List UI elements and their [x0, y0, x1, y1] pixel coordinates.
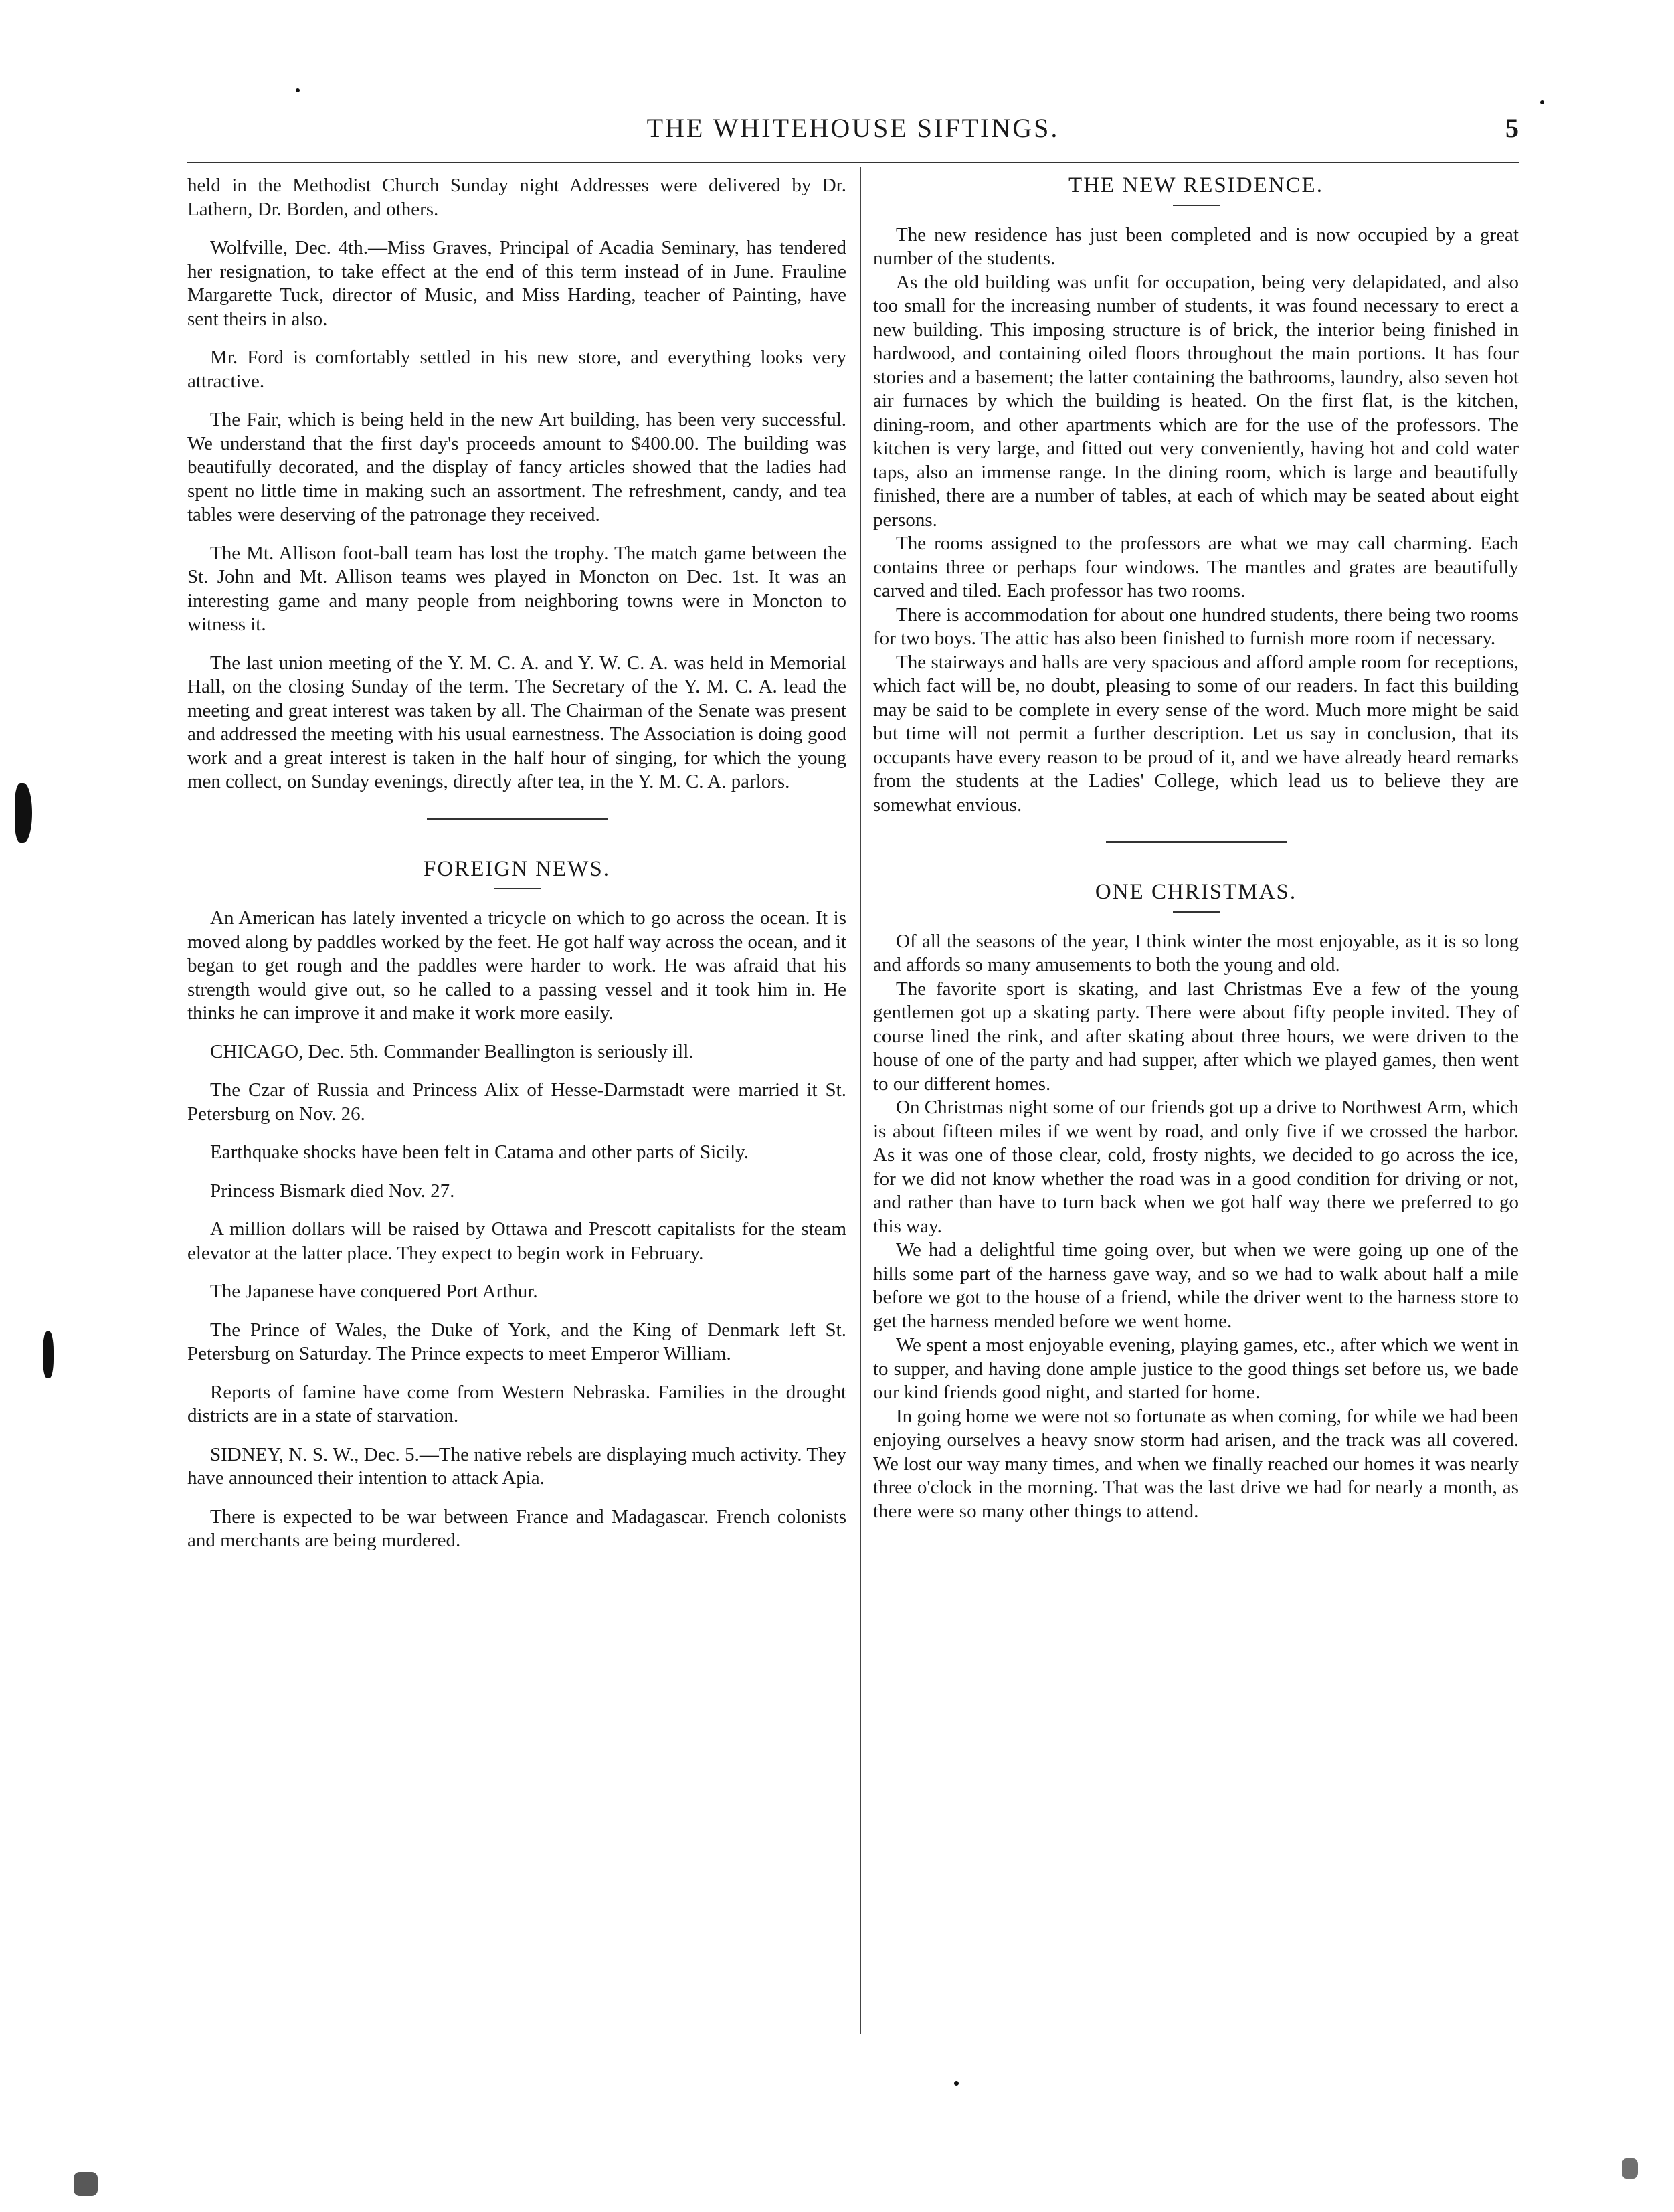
news-item: An American has lately invented a tricycle on which to go across the ocean. It is moved along by paddles worked by the feet. He got half way across the ocean, and it began to get rough and the paddles were harder to work. He was afraid that his strength would give out, so he called to a passing vessel and it took him in. He thinks he can improve it and make it work more easily.: [187, 907, 846, 1024]
article-paragraph: Wolfville, Dec. 4th.—Miss Graves, Principal of Acadia Seminary, has tendered her resignation, to take effect at the end of this term instead of in June. Frauline Margarette Tuck, director of Music, and Miss Harding, teacher of Painting, have sent theirs in also.: [187, 237, 846, 330]
article-paragraph: We had a delightful time going over, but when we were going up one of the hills some part of the harness gave way, and so we had to walk about half a mile before we got to the house of a friend, while the driver went to the harness store to get the harness mended before we went home.: [873, 1239, 1519, 1332]
news-item: The Japanese have conquered Port Arthur.: [210, 1281, 538, 1302]
column-divider: [860, 167, 861, 2034]
newspaper-title: THE WHITEHOUSE SIFTINGS.: [646, 113, 1060, 143]
news-item: The Czar of Russia and Princess Alix of Hesse-Darmstadt were married it St. Petersburg on Nov. 26.: [187, 1079, 846, 1125]
news-item: Earthquake shocks have been felt in Catama and other parts of Sicily.: [210, 1141, 749, 1163]
article-paragraph: The favorite sport is skating, and last Christmas Eve a few of the young gentlemen got up a skating party. There were about fifty people invited. They of course lined the rink, and after skating about three hours, we were driven to the house of one of the party and had supper, after which we played games, then went to our different homes.: [873, 978, 1519, 1095]
article-paragraph: The new residence has just been completed and is now occupied by a great number of the students.: [873, 223, 1519, 269]
heading-rule: [1173, 205, 1220, 206]
news-item: SIDNEY, N. S. W., Dec. 5.—The native rebels are displaying much activity. They have announced their intention to attack Apia.: [187, 1443, 846, 1489]
new-residence-heading: THE NEW RESIDENCE.: [1068, 173, 1323, 197]
news-item: There is expected to be war between France and Madagascar. French colonists and merchants are being murdered.: [187, 1505, 846, 1551]
scan-speck: [296, 88, 300, 92]
one-christmas-heading: ONE CHRISTMAS.: [1095, 880, 1297, 904]
article-paragraph: In going home we were not so fortunate as when coming, for while we had been enjoying ourselves a heavy snow storm had arisen, and the track was all covered. We lost our way many times, and when we finally reached our homes it was nearly three o'clock in the morning. That was the last drive we had for nearly a month, as there were so many other things to attend.: [873, 1405, 1519, 1522]
article-paragraph: As the old building was unfit for occupation, being very delapidated, and also too small for the increasing number of students, it was found necessary to erect a new building. This imposing structure is of brick, the interior being finished in hardwood, and containing oiled floors throughout the main portions. It has four stories and a basement; the latter containing the bathrooms, laundry, also seven hot air furnaces by which the building is heated. On the first flat, is the kitchen, dining-room, and other apartments which are for the use of the professors. The kitchen is very large, and fitted out very conveniently, having hot and cold water taps, also an immense range. In the dining room, which is large and beautifully finished, there are a number of tables, at each of which may be seated about eight persons.: [873, 271, 1519, 531]
section-rule: [1106, 841, 1287, 843]
article-paragraph: The Fair, which is being held in the new Art building, has been very successful. We understand that the first day's proceeds amount to $400.00. The building was beautifully decorated, and the display of fancy articles showed that the ladies had spent no little time in making such an assortment. The refreshment, candy, and tea tables were deserving of the patronage they received.: [187, 409, 846, 525]
article-paragraph: The last union meeting of the Y. M. C. A. and Y. W. C. A. was held in Memorial Hall, on the closing Sunday of the term. The Secretary of the Y. M. C. A. lead the meeting and great interest was taken by all. The Chairman of the Senate was present and addressed the meeting with his usual earnestness. The Association is doing good work and a great interest is taken in the half hour of singing, for which the young men collect, on Sunday evenings, directly after tea, in the Y. M. C. A. parlors.: [187, 652, 846, 792]
article-paragraph: On Christmas night some of our friends got up a drive to Northwest Arm, which is about fifteen miles if we went by road, and only five if we crossed the harbor. As it was one of those clear, cold, frosty nights, we decided to go across the ice, for we did not know whether the road was in a good condition for driving or not, and rather than have to turn back when we got half way there we preferred to go this way.: [873, 1097, 1519, 1237]
section-rule: [427, 818, 608, 820]
scan-speck: [43, 1331, 54, 1378]
article-paragraph: Mr. Ford is comfortably settled in his new store, and everything looks very attractive.: [187, 347, 846, 392]
right-column: [873, 174, 1519, 1524]
scan-speck: [74, 2172, 98, 2196]
page-header: [187, 112, 1519, 153]
heading-rule: [1173, 911, 1220, 913]
news-item: The Prince of Wales, the Duke of York, and the King of Denmark left St. Petersburg on Saturday. The Prince expects to meet Emperor William.: [187, 1319, 846, 1364]
article-paragraph: The rooms assigned to the professors are what we may call charming. Each contains three or perhaps four windows. The mantles and grates are beautifully carved and tiled. Each professor has two rooms.: [873, 533, 1519, 602]
scan-speck: [15, 783, 32, 843]
article-paragraph: The Mt. Allison foot-ball team has lost the trophy. The match game between the St. John and Mt. Allison teams wes played in Moncton on Dec. 1st. It was an interesting game and many people from neighboring towns were in Moncton to witness it.: [187, 542, 846, 635]
news-item: Reports of famine have come from Western Nebraska. Families in the drought districts are in a state of starvation.: [187, 1381, 846, 1426]
article-paragraph: We spent a most enjoyable evening, playing games, etc., after which we went in to supper, and having done ample justice to the good things set before us, we bade our kind friends good night, and started for home.: [873, 1334, 1519, 1403]
article-paragraph: Of all the seasons of the year, I think winter the most enjoyable, as it is so long and affords so many amusements to both the young and old.: [873, 930, 1519, 976]
news-item: CHICAGO, Dec. 5th. Commander Beallington is seriously ill.: [210, 1040, 694, 1063]
header-rule: [187, 161, 1519, 163]
article-paragraph: held in the Methodist Church Sunday night Addresses were delivered by Dr. Lathern, Dr. Borden, and others.: [187, 175, 846, 220]
left-column: [187, 174, 846, 1568]
article-paragraph: There is accommodation for about one hundred students, there being two rooms for two boys. The attic has also been finished to furnish more room if necessary.: [873, 604, 1519, 649]
scan-speck: [954, 2081, 959, 2086]
scan-speck: [1540, 100, 1544, 104]
news-item: A million dollars will be raised by Ottawa and Prescott capitalists for the steam elevator at the latter place. They expect to begin work in February.: [187, 1218, 846, 1264]
heading-rule: [494, 888, 541, 889]
page-number: 5: [1505, 113, 1519, 143]
article-paragraph: The stairways and halls are very spacious and afford ample room for receptions, which fact will be, no doubt, pleasing to some of our readers. In fact this building may be said to be complete in every sense of the word. Much more might be said but time will not permit a further description. Let us say in conclusion, that its occupants have every reason to be proud of it, and we have already heard remarks from the students at the Ladies' College, which lead us to believe they are somewhat envious.: [873, 651, 1519, 816]
foreign-news-heading: FOREIGN NEWS.: [424, 856, 610, 881]
scan-speck: [1622, 2158, 1638, 2179]
news-item: Princess Bismark died Nov. 27.: [210, 1180, 455, 1202]
